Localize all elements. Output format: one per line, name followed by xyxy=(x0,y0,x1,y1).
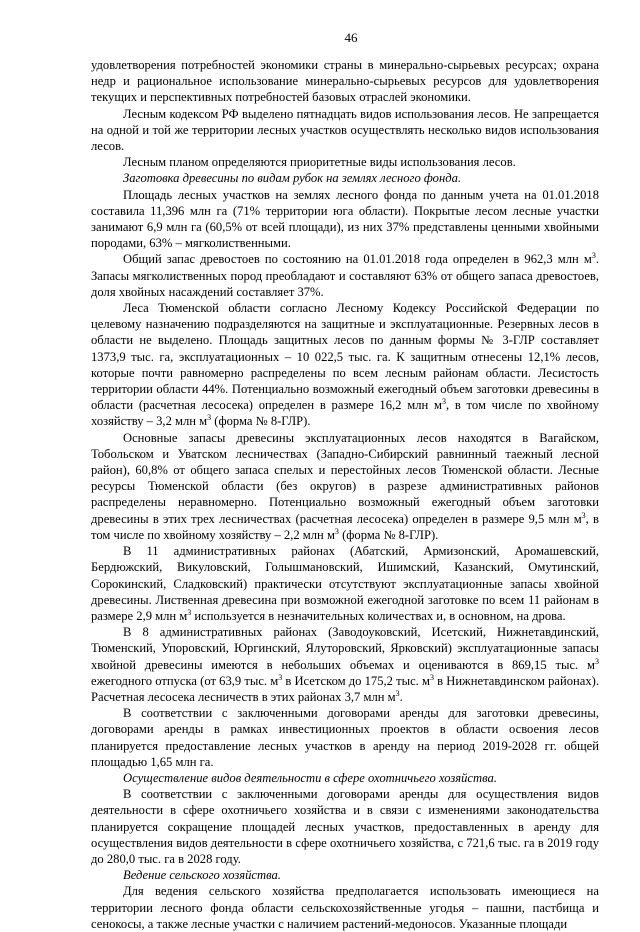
section-heading: Ведение сельского хозяйства. xyxy=(123,868,281,883)
paragraph: В 8 административных районах (Заводоуковский, Исетский, Нижнетавдинский, Тюменский, Упоровский, Юргинский, Ялуторовский, Ярковский) эксплуатационные запасы хвойной древесины имеются в небольших объемах и оцениваются в 869,15 тыс. $м^3$ ежегодного отпуска (от 63,9 тыс. $м^3$ в Исетском до 175,2 тыс. $м^3$ в Нижнетавдинском районах). Расчетная лесосека лесничеств в этих районах 3,7 млн $м^3$. xyxy=(91,625,599,704)
paragraph: Общий запас древостоев по состоянию на 01.01.2018 года определен в 962,3 млн $м^3$. Запасы мягколиственных пород преобладают и составляют 63% от общего запаса древостоев, доля хвойных насаждений составляет 37%. xyxy=(91,251,599,299)
paragraph: Основные запасы древесины эксплуатационных лесов находятся в Вагайском, Тобольском и Уватском лесничествах (Западно-Сибирский равнинный таежный лесной район), 60,8% от общего запаса спелых и перестойных лесов Тюменской области. Лесные ресурсы Тюменской области (без округов) в разрезе административных районов распределены неравномерно. Потенциально возможный ежегодный объем заготовки древесины в этих трех лесничествах (расчетная лесосека) определен в размере 9,5 млн $м^3$, в том числе по хвойному хозяйству – 2,2 млн $м^3$ (форма № 8-ГЛР). xyxy=(91,430,599,542)
body-text xyxy=(91,57,599,932)
paragraph: В соответствии с заключенными договорами аренды для заготовки древесины, договорами аренды в рамках инвестиционных проектов в области освоения лесов планируется предоставление лесных участков в аренду на период 2019-2028 гг. общей площадью 1,65 млн га. xyxy=(91,706,599,769)
paragraph: Лесным планом определяются приоритетные виды использования лесов. xyxy=(123,155,516,170)
page-number: 46 xyxy=(344,30,358,45)
paragraph: Леса Тюменской области согласно Лесному Кодексу Российской Федерации по целевому назначению подразделяются на защитные и эксплуатационные. Резервных лесов в области не выделено. Площадь защитных лесов по данным формы № 3-ГЛР составляет 1373,9 тыс. га, эксплуатационных – 10 022,5 тыс. га. К защитным отнесены 12,1% лесов, которые почти равномерно распределены по всем лесным районам области. Лесистость территории области 44%. Потенциально возможный ежегодный объем заготовки древесины в области (расчетная лесосека) определен в размере 16,2 млн $м^3$, в том числе по хвойному хозяйству – 3,2 млн $м^3$ (форма № 8-ГЛР). xyxy=(91,301,599,429)
paragraph: Лесным кодексом РФ выделено пятнадцать видов использования лесов. Не запрещается на одной и той же территории лесных участков осуществлять несколько видов использования лесов. xyxy=(91,106,599,154)
section-heading: Осуществление видов деятельности в сфере охотничьего хозяйства. xyxy=(123,770,497,785)
paragraph: В соответствии с заключенными договорами аренды для осуществления видов деятельности в сфере охотничьего хозяйства и в связи с изменениями законодательства планируется сокращение площадей лесных участков, предоставленных в аренду для осуществления видов деятельности в сфере охотничьего хозяйства, с 721,6 тыс. га в 2019 году до 280,0 тыс. га в 2028 году. xyxy=(91,787,599,866)
paragraph: В 11 административных районах (Абатский, Армизонский, Аромашевский, Бердюжский, Викуловский, Голышмановский, Ишимский, Казанский, Омутинский, Сорокинский, Сладковский) практически отсутствуют эксплуатационные запасы хвойной древесины. Лиственная древесина при возможной ежегодной заготовке по всем 11 районам в размере 2,9 млн $м^3$ используется в незначительных количествах и, в основном, на дрова. xyxy=(91,544,599,623)
paragraph: Для ведения сельского хозяйства предполагается использовать имеющиеся на территории лесного фонда области сельскохозяйственные угодья – пашни, пастбища и сенокосы, а также лесные участки с наличием растений-медоносов. Указанные площади xyxy=(91,884,599,931)
paragraph: Площадь лесных участков на землях лесного фонда по данным учета на 01.01.2018 составила 11,396 млн га (71% территории юга области). Покрытые лесом лесные участки занимают 6,9 млн га (60,5% от всей площади), из них 37% представлены ценными хвойными породами, 63% – мягколиственными. xyxy=(91,187,599,251)
paragraph: удовлетворения потребностей экономики страны в минерально-сырьевых ресурсах; охрана недр и рациональное использование минерально-сырьевых ресурсов для удовлетворения текущих и перспективных потребностей базовых отраслей экономики. xyxy=(91,58,599,105)
section-heading: Заготовка древесины по видам рубок на землях лесного фонда. xyxy=(123,171,462,186)
